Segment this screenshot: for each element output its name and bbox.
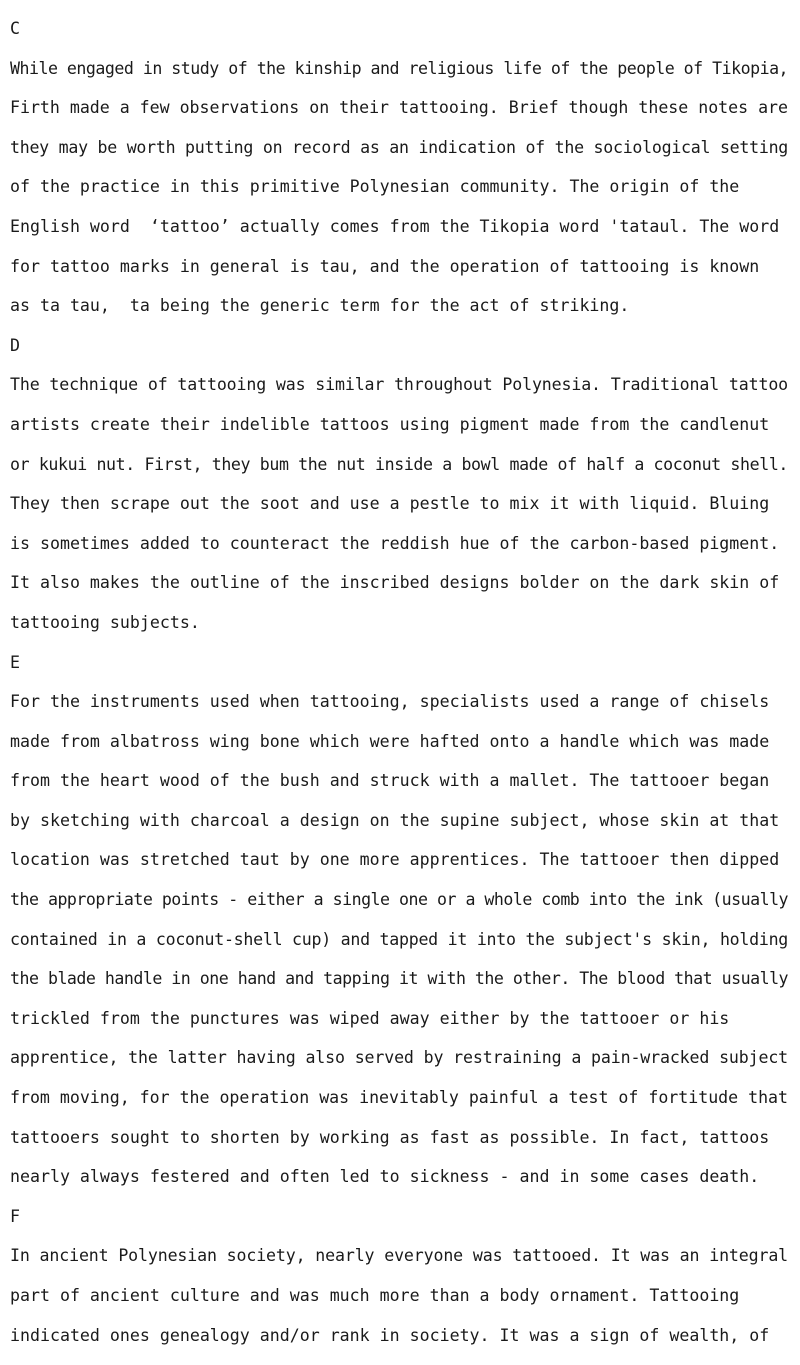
- text-line: trickled from the punctures was wiped away either by the tattooer or his: [10, 1008, 730, 1028]
- text-line: or kukui nut. First, they bum the nut inside a bowl made of half a coconut shell.: [10, 454, 789, 474]
- text-line: they may be worth putting on record as an indication of the sociological setting: [10, 137, 789, 157]
- text-line: They then scrape out the soot and use a pestle to mix it with liquid. Bluing: [10, 494, 770, 514]
- text-line: For the instruments used when tattooing, specialists used a range of chisels: [10, 692, 770, 712]
- section-heading: D: [10, 335, 20, 355]
- text-line: nearly always festered and often led to sickness - and in some cases death.: [10, 1167, 760, 1187]
- text-line: for tattoo marks in general is tau, and the operation of tattooing is known: [10, 256, 760, 276]
- text-line: of the practice in this primitive Polynesian community. The origin of the: [10, 177, 740, 197]
- text-line: made from albatross wing bone which were hafted onto a handle which was made: [10, 731, 770, 751]
- text-line: as ta tau, ta being the generic term for the act of striking.: [10, 296, 630, 316]
- text-line: The technique of tattooing was similar throughout Polynesia. Traditional tattoo: [10, 375, 789, 395]
- section-heading: C: [10, 19, 20, 38]
- text-line: artists create their indelible tattoos using pigment made from the candlenut: [10, 414, 770, 434]
- section-heading: E: [10, 652, 20, 672]
- text-line: Firth made a few observations on their tattooing. Brief though these notes are: [10, 98, 788, 118]
- text-line: indicated ones genealogy and/or rank in society. It was a sign of wealth, of: [10, 1325, 770, 1345]
- text-line: from the heart wood of the bush and struck with a mallet. The tattooer began: [10, 771, 770, 791]
- text-line: the blade handle in one hand and tapping it with the other. The blood that usually: [10, 969, 789, 989]
- text-line: by sketching with charcoal a design on the supine subject, whose skin at that: [10, 810, 780, 830]
- text-line: apprentice, the latter having also served by restraining a pain-wracked subject: [10, 1048, 789, 1068]
- text-line: English word ‘tattoo’ actually comes from the Tikopia word 'tataul. The word: [10, 216, 780, 236]
- text-line: tattooing subjects.: [10, 612, 200, 632]
- text-line: In ancient Polynesian society, nearly everyone was tattooed. It was an integral: [10, 1246, 789, 1266]
- text-line: It also makes the outline of the inscribed designs bolder on the dark skin of: [10, 573, 780, 593]
- text-line: is sometimes added to counteract the reddish hue of the carbon-based pigment.: [10, 533, 780, 553]
- text-line: contained in a coconut-shell cup) and tapped it into the subject's skin, holding: [10, 929, 789, 949]
- text-line: While engaged in study of the kinship and religious life of the people of Tikopia,: [10, 58, 789, 78]
- section-heading: F: [10, 1206, 20, 1226]
- text-line: from moving, for the operation was inevitably painful a test of fortitude that: [10, 1088, 788, 1108]
- text-line: location was stretched taut by one more apprentices. The tattooer then dipped: [10, 850, 780, 870]
- text-line: part of ancient culture and was much more than a body ornament. Tattooing: [10, 1286, 740, 1305]
- text-line: tattooers sought to shorten by working as fast as possible. In fact, tattoos: [10, 1127, 770, 1147]
- text-line: the appropriate points - either a single one or a whole comb into the ink (usually: [10, 890, 789, 910]
